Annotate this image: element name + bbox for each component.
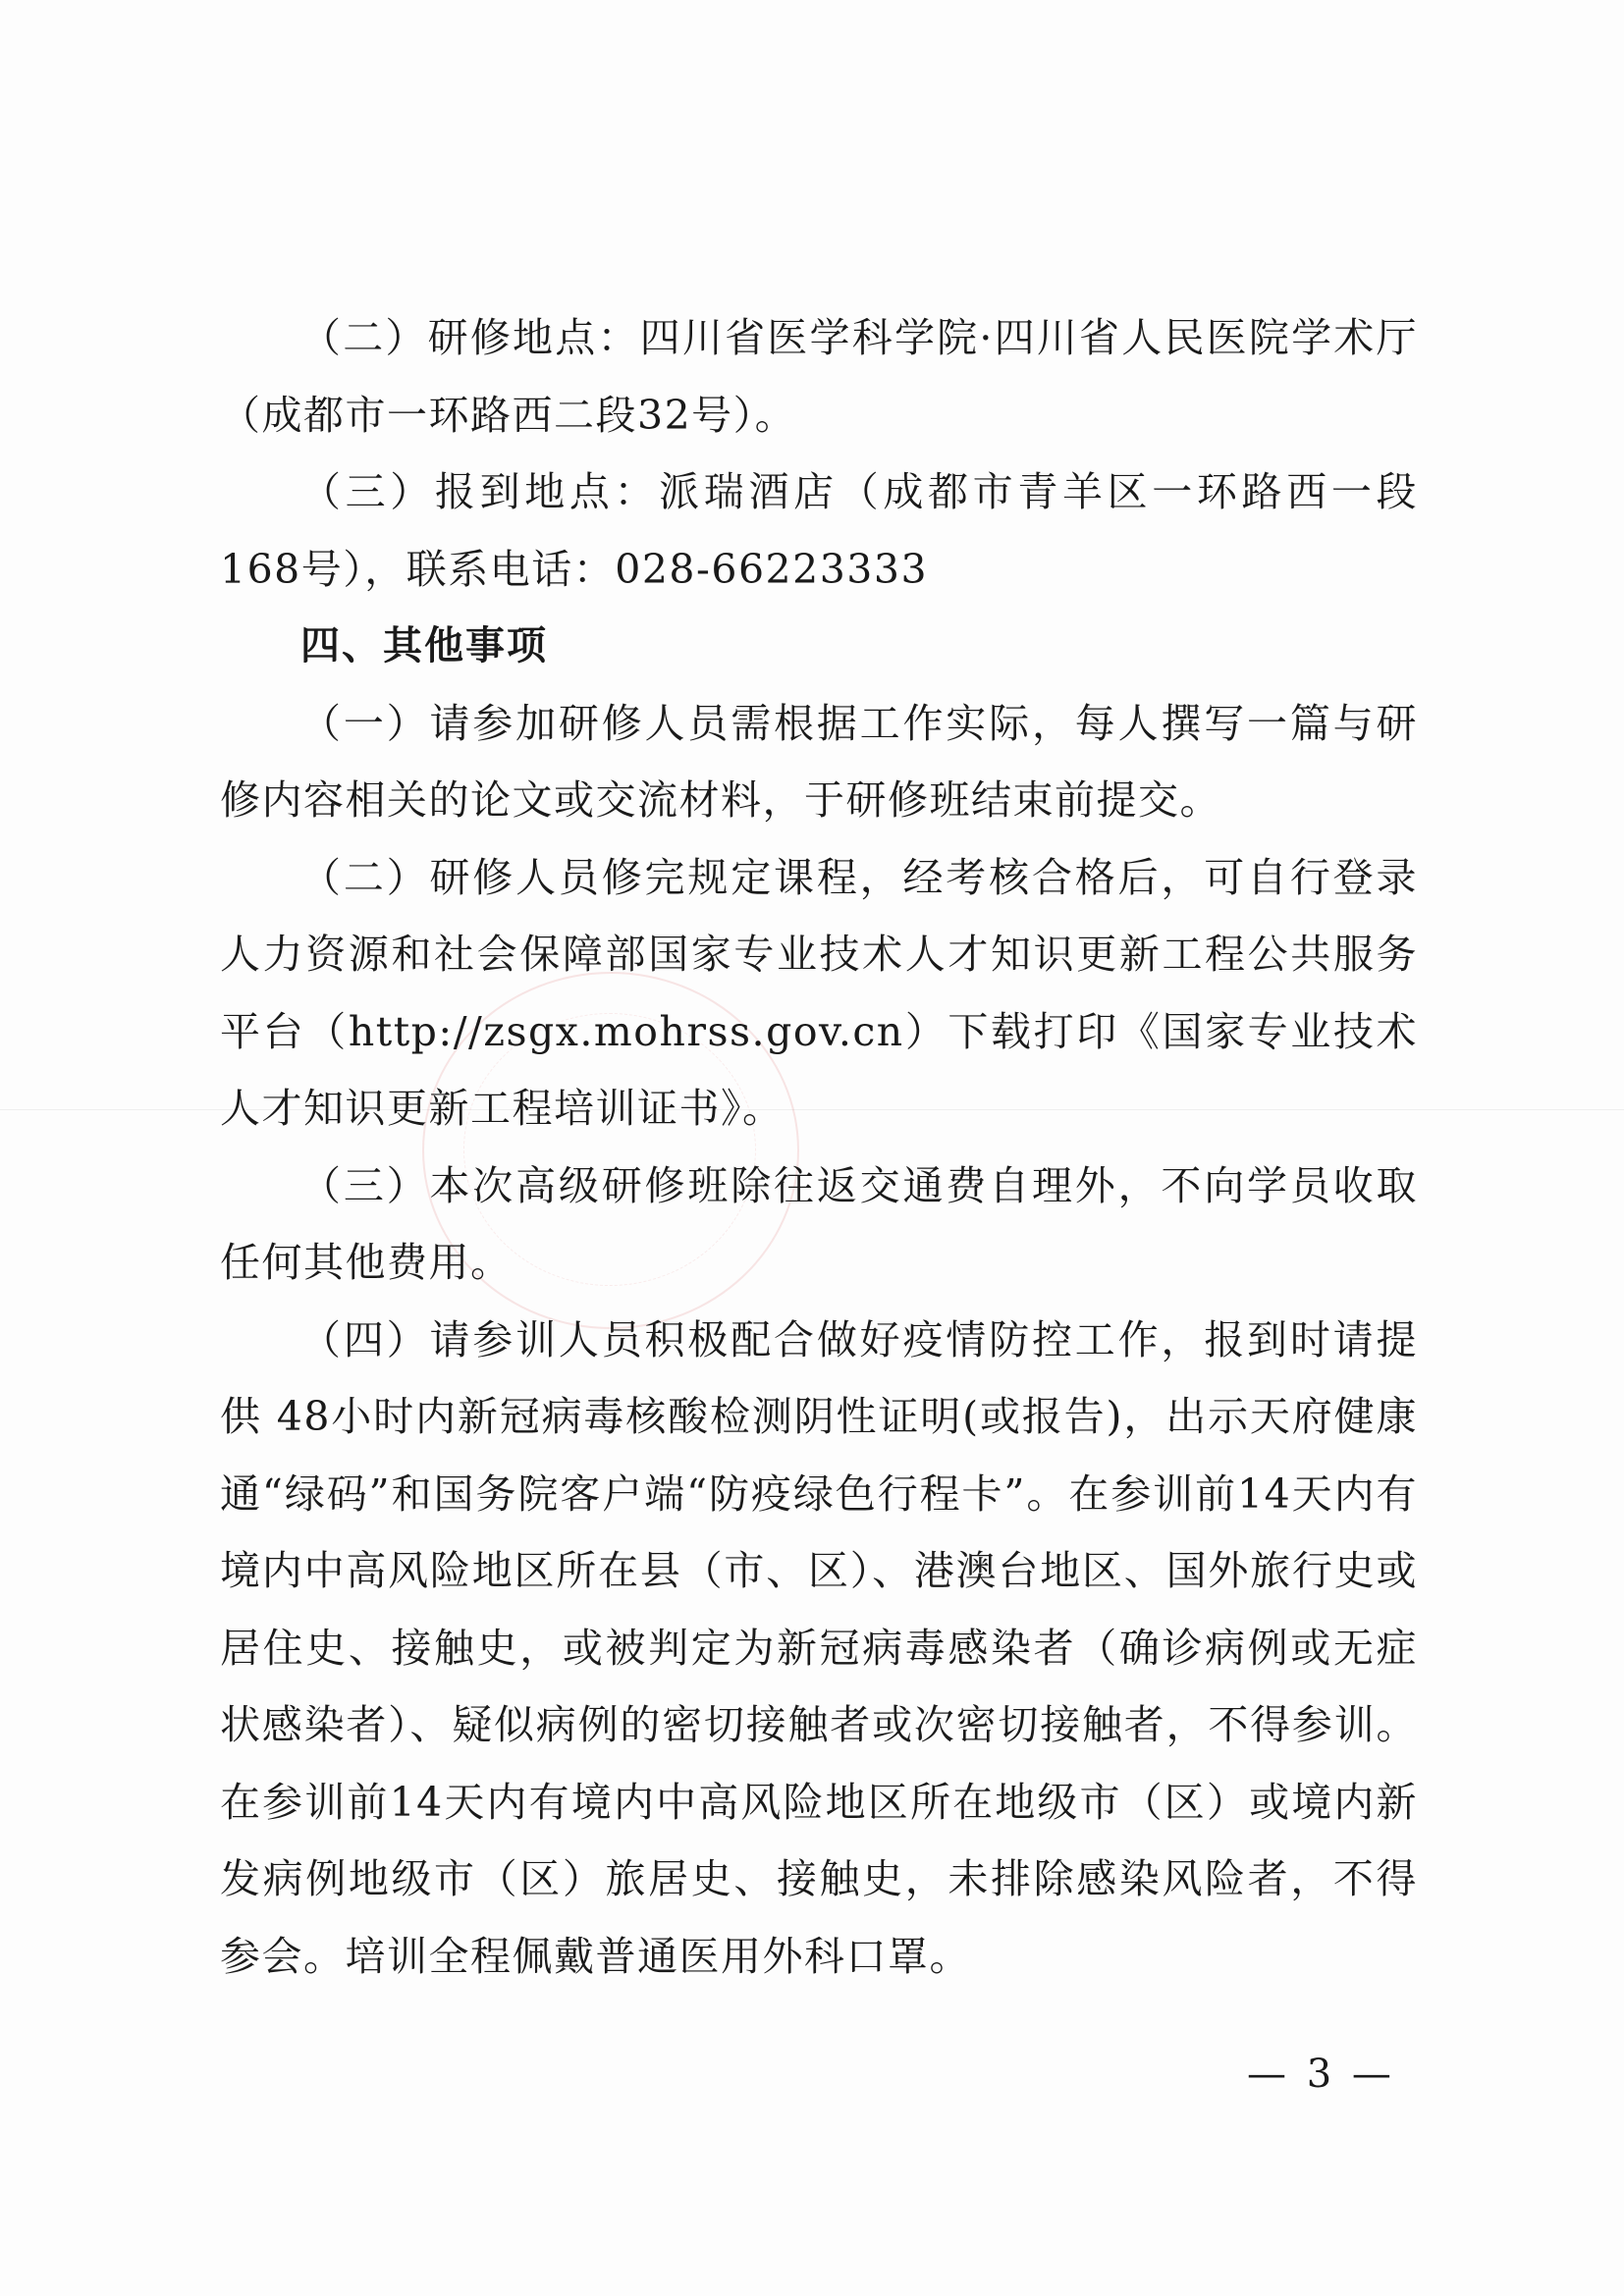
page-number: — 3 — (1247, 2052, 1395, 2097)
paragraph-item-3-fees: （三）本次高级研修班除往返交通费自理外，不向学员收取任何其他费用。 (220, 1161, 1418, 1286)
paragraph-item-1-paper: （一）请参加研修人员需根据工作实际，每人撰写一篇与研修内容相关的论文或交流材料，于研修班结束前提交。 (220, 699, 1418, 824)
paragraph-item-4-epidemic-prevention: （四）请参训人员积极配合做好疫情防控工作，报到时请提供 48小时内新冠病毒核酸检测阴性证明(或报告)，出示天府健康通“绿码”和国务院客户端“防疫绿色行程卡”。在参训前14天内有境内中高风险地区所在县（市、区）、港澳台地区、国外旅行史或居住史、接触史，或被判定为新冠病毒感染者（确诊病例或无症状感染者）、疑似病例的密切接触者或次密切接触者，不得参训。在参训前14天内有境内中高风险地区所在地级市（区）或境内新发病例地级市（区）旅居史、接触史，未排除感染风险者，不得参会。培训全程佩戴普通医用外科口罩。 (220, 1315, 1418, 1980)
document-body (220, 299, 1418, 1995)
paragraph-registration-location: （三）报到地点：派瑞酒店（成都市青羊区一环路西一段168号），联系电话：028-66223333 (220, 468, 1418, 593)
paragraph-item-2-certificate: （二）研修人员修完规定课程，经考核合格后，可自行登录人力资源和社会保障部国家专业技术人才知识更新工程公共服务平台（http://zsgx.mohrss.gov.cn）下载打印《国家专业技术人才知识更新工程培训证书》。 (220, 853, 1418, 1132)
paragraph-study-location: （二）研修地点：四川省医学科学院·四川省人民医院学术厅（成都市一环路西二段32号）。 (220, 314, 1418, 439)
section-heading-other-matters: 四、其他事项 (300, 623, 548, 668)
